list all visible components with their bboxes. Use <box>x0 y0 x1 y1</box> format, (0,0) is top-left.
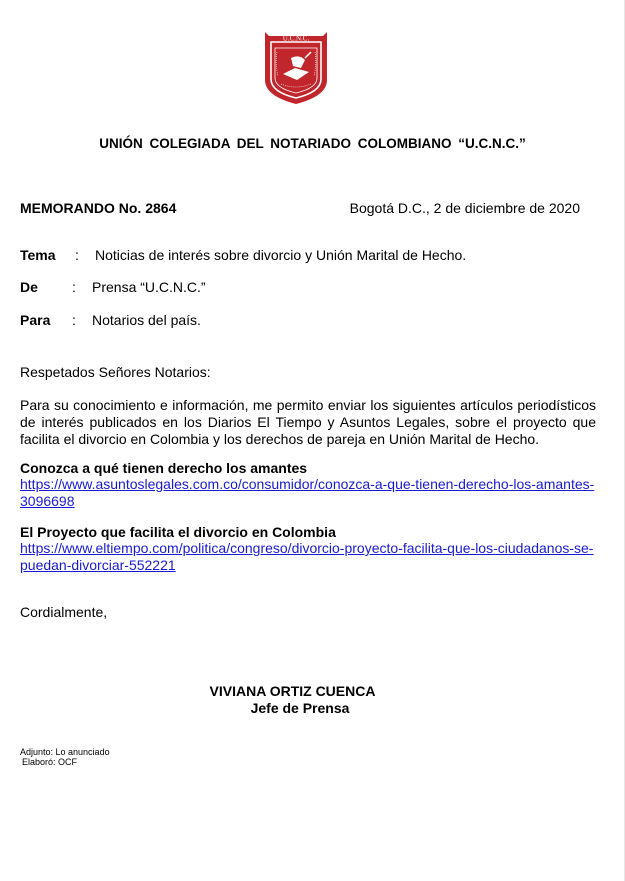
memo-date: Bogotá D.C., 2 de diciembre de 2020 <box>349 200 580 216</box>
svg-text:U.C.N.C.: U.C.N.C. <box>282 34 310 43</box>
footnote-attachment: Adjunto: Lo anunciado <box>20 747 110 757</box>
field-value-para: Notarios del país. <box>92 312 201 328</box>
field-colon-para: : <box>72 312 76 328</box>
body-paragraph: Para su conocimiento e información, me permito enviar los siguientes artículos periodísticos de interés publicados en los Diarios El Tiempo y Asuntos Legales, sobre el proyecto que facilita el divorcio en Colombia y los derechos de pareja en Unión Marital de Hecho. <box>20 397 596 447</box>
article-link-divorcio[interactable] <box>20 540 600 574</box>
field-colon-tema: : <box>75 247 79 263</box>
article-link-amantes[interactable] <box>20 476 600 510</box>
article-title-divorcio: El Proyecto que facilita el divorcio en Colombia <box>20 524 336 540</box>
greeting: Respetados Señores Notarios: <box>20 364 211 380</box>
article-title-amantes: Conozca a qué tienen derecho los amantes <box>20 460 308 476</box>
field-label-para: Para <box>20 312 51 328</box>
field-label-tema: Tema <box>20 247 56 263</box>
field-value-de: Prensa “U.C.N.C.” <box>92 279 206 295</box>
article-link-divorcio-line1[interactable]: https://www.eltiempo.com/politica/congreso/divorcio-proyecto-facilita-que-los-ciudadanos-se- <box>20 540 594 556</box>
organization-title: UNIÓN COLEGIADA DEL NOTARIADO COLOMBIANO “U.C.N.C.” <box>99 136 526 151</box>
signer-role: Jefe de Prensa <box>250 700 350 716</box>
article-link-divorcio-line2[interactable]: puedan-divorciar-552221 <box>20 557 176 573</box>
closing: Cordialmente, <box>20 604 108 620</box>
article-link-amantes-line2[interactable]: 3096698 <box>20 493 75 509</box>
field-label-de: De <box>20 279 38 295</box>
memo-number: MEMORANDO No. 2864 <box>20 200 177 216</box>
field-value-tema: Noticias de interés sobre divorcio y Unión Marital de Hecho. <box>95 247 467 263</box>
article-link-amantes-line1[interactable]: https://www.asuntoslegales.com.co/consumidor/conozca-a-que-tienen-derecho-los-amantes- <box>20 476 595 492</box>
ucnc-logo-icon <box>261 28 331 106</box>
field-colon-de: : <box>72 279 76 295</box>
signer-name: VIVIANA ORTIZ CUENCA <box>209 683 376 699</box>
footnote-prepared-by: Elaboró: OCF <box>22 757 78 767</box>
